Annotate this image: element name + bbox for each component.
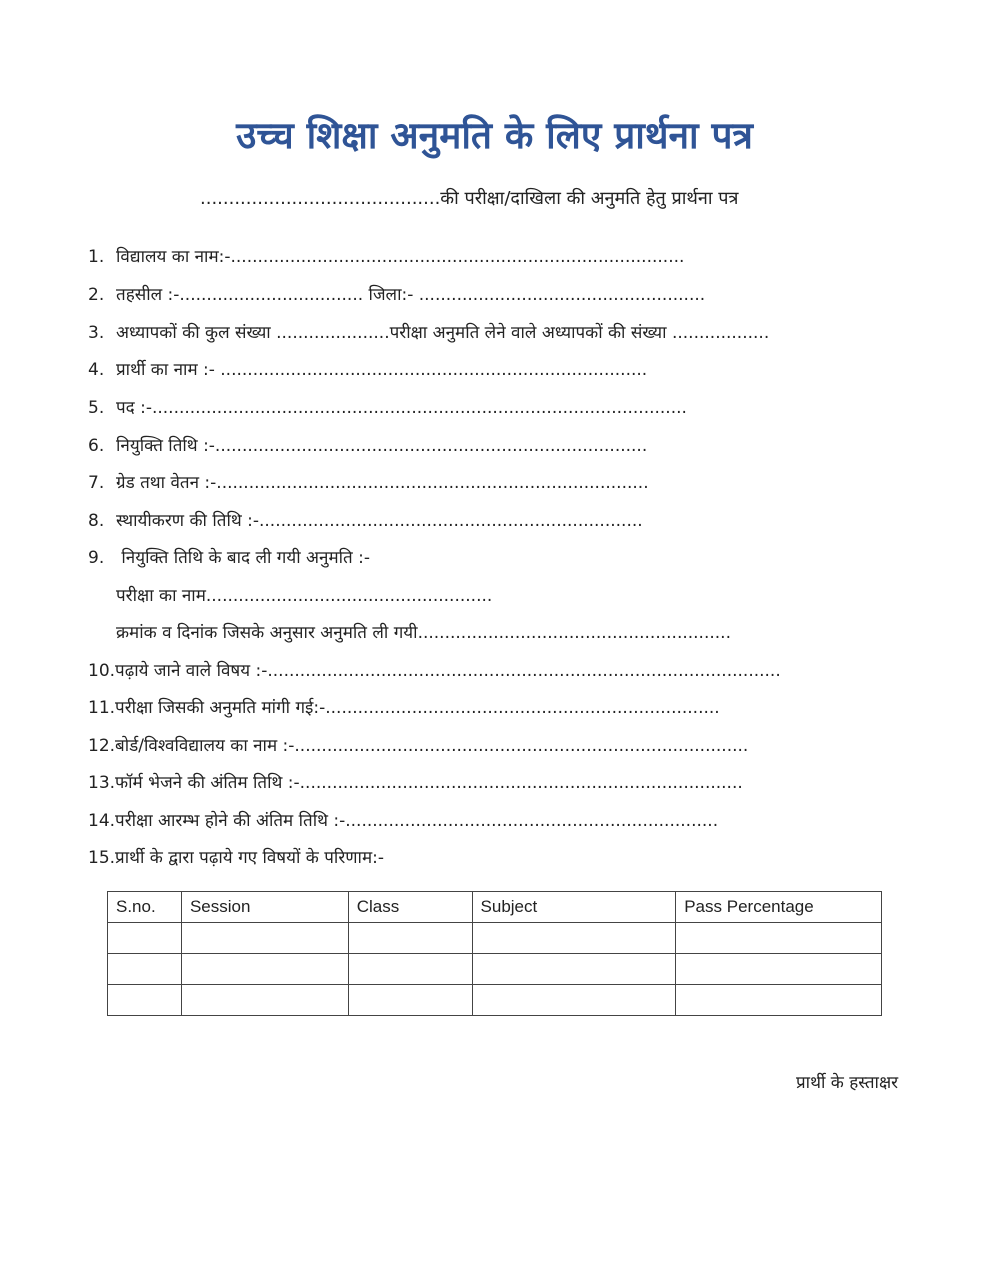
- field-teacher-count: [88, 320, 769, 343]
- field-subjects-taught: 10.पढ़ाये जाने वाले विषय :-...............................................................................................: [88, 661, 781, 681]
- field-school-name: [88, 244, 684, 267]
- table-header-row: [108, 892, 882, 923]
- field-exam-requested: 11.परीक्षा जिसकी अनुमति मांगी गई:-.........................................................................: [88, 698, 720, 718]
- item-number: 5.: [88, 398, 105, 418]
- item-number: 1.: [88, 247, 105, 267]
- header-pass-percentage: Pass Percentage: [676, 892, 882, 923]
- item-number: 4.: [88, 360, 105, 380]
- table-cell[interactable]: [108, 954, 182, 985]
- table-cell[interactable]: [181, 923, 348, 954]
- results-table: [107, 891, 882, 1016]
- field-tehsil-district: [88, 282, 705, 305]
- table-cell[interactable]: [676, 985, 882, 1016]
- item-number: 6.: [88, 436, 105, 456]
- field-post: [88, 395, 687, 418]
- item-text: विद्यालय का नाम:-....................................................................................: [116, 247, 685, 267]
- item-text: स्थायीकरण की तिथि :-.......................................................................: [116, 511, 643, 531]
- item-text: पद :-...................................................................................................: [116, 398, 687, 418]
- table-cell[interactable]: [472, 923, 676, 954]
- item-number: 3.: [88, 323, 105, 343]
- field-grade-salary: [88, 470, 649, 493]
- table-row: [108, 954, 882, 985]
- field-confirmation-date: [88, 508, 643, 531]
- field-applicant-name: [88, 357, 647, 380]
- field-exam-start-date: 14.परीक्षा आरम्भ होने की अंतिम तिथि :-.....................................................................: [88, 811, 719, 831]
- header-sno: S.no.: [108, 892, 182, 923]
- subtitle: ..........................................की परीक्षा/दाखिला की अनुमति हेतु प्रार्थना पत्र: [200, 188, 739, 209]
- item-text: प्रार्थी का नाम :- ...............................................................................: [116, 360, 648, 380]
- item-number: 2.: [88, 285, 105, 305]
- table-cell[interactable]: [348, 954, 472, 985]
- item-text: नियुक्ति तिथि के बाद ली गयी अनुमति :-: [116, 548, 370, 568]
- field-exam-name: परीक्षा का नाम.....................................................: [116, 586, 493, 606]
- table-cell[interactable]: [676, 923, 882, 954]
- field-results-heading: 15.प्रार्थी के द्वारा पढ़ाये गए विषयों के परिणाम:-: [88, 848, 384, 868]
- item-text: ग्रेड तथा वेतन :-................................................................................: [116, 473, 649, 493]
- table-cell[interactable]: [108, 985, 182, 1016]
- field-appointment-date: [88, 433, 647, 456]
- table-cell[interactable]: [181, 985, 348, 1016]
- table-cell[interactable]: [348, 923, 472, 954]
- table-cell[interactable]: [108, 923, 182, 954]
- item-number: 9.: [88, 548, 105, 568]
- field-form-last-date: 13.फॉर्म भेजने की अंतिम तिथि :-..................................................................................: [88, 773, 743, 793]
- page-title: उच्च शिक्षा अनुमति के लिए प्रार्थना पत्र: [236, 114, 753, 157]
- header-class: Class: [348, 892, 472, 923]
- item-number: 7.: [88, 473, 105, 493]
- field-order-number-date: क्रमांक व दिनांक जिसके अनुसार अनुमति ली गयी..........................................................: [116, 623, 731, 643]
- header-subject: Subject: [472, 892, 676, 923]
- item-text: तहसील :-.................................. जिला:- .....................................................: [116, 285, 706, 305]
- table-row: [108, 985, 882, 1016]
- table-cell[interactable]: [348, 985, 472, 1016]
- field-previous-permission: [88, 545, 370, 568]
- applicant-signature: प्रार्थी के हस्ताक्षर: [796, 1073, 899, 1093]
- table-cell[interactable]: [472, 954, 676, 985]
- table-cell[interactable]: [472, 985, 676, 1016]
- item-text: नियुक्ति तिथि :-................................................................................: [116, 436, 648, 456]
- table-cell[interactable]: [181, 954, 348, 985]
- header-session: Session: [181, 892, 348, 923]
- table-cell[interactable]: [676, 954, 882, 985]
- table-row: [108, 923, 882, 954]
- item-number: 8.: [88, 511, 105, 531]
- field-board-university: 12.बोर्ड/विश्वविद्यालय का नाम :-....................................................................................: [88, 736, 749, 756]
- item-text: अध्यापकों की कुल संख्या .....................परीक्षा अनुमति लेने वाले अध्यापकों की संख्या ..................: [116, 323, 770, 343]
